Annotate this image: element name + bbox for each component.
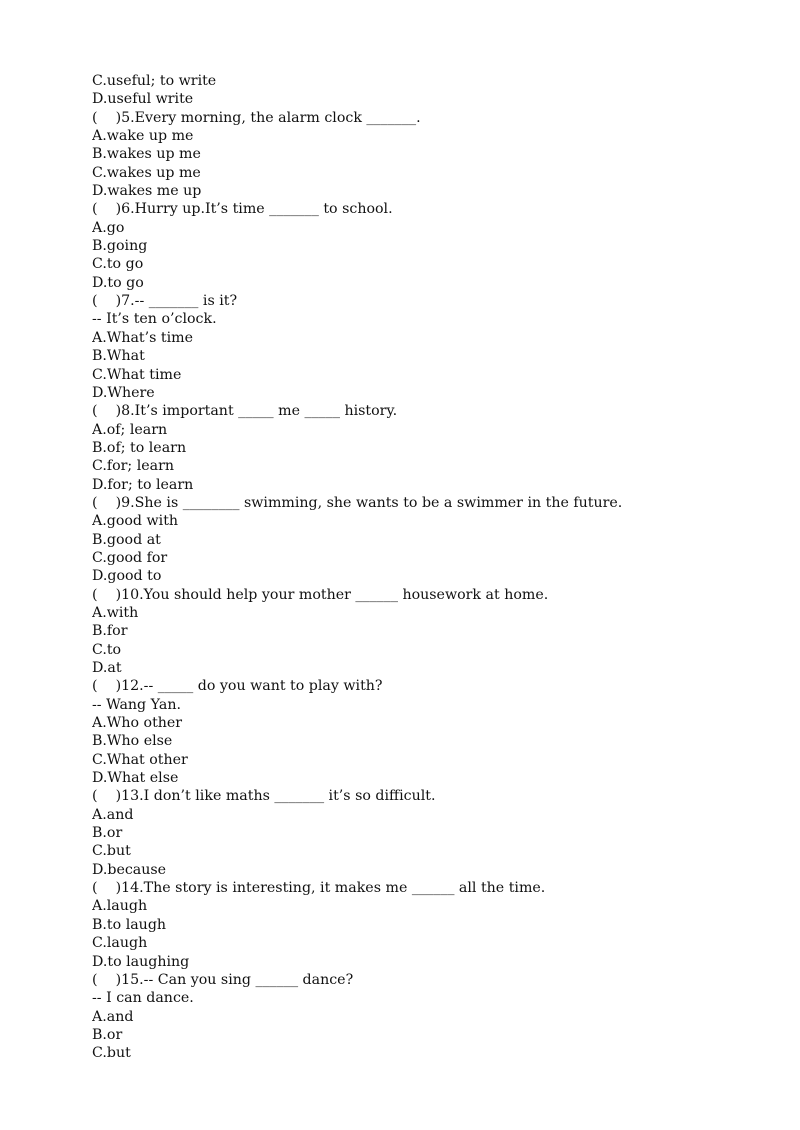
question-9: ( )9.She is ________ swimming, she wants to be a swimmer in the future. (92, 494, 623, 511)
option-line: C.to (92, 641, 122, 658)
option-line: B.What (92, 348, 145, 365)
option-line: D.at (92, 660, 122, 676)
question-15: ( )15.-- Can you sing ______ dance? (92, 971, 354, 988)
option-line: B.of; to learn (92, 439, 187, 456)
option-line: C.for; learn (92, 458, 175, 475)
option-line: C.What other (92, 751, 188, 768)
question-13: ( )13.I don’t like maths _______ it’s so difficult. (92, 788, 436, 805)
question-14: ( )14.The story is interesting, it makes me ______ all the time. (92, 880, 546, 897)
option-line: A.and (92, 1008, 134, 1025)
option-line: B.for (92, 623, 128, 640)
text-line: D.useful write (92, 91, 194, 108)
option-line: A.wake up me (92, 128, 194, 145)
option-line: A.laugh (92, 898, 148, 915)
option-line: D.wakes me up (92, 183, 202, 200)
document-page (92, 72, 772, 1063)
option-line: B.going (92, 238, 148, 255)
question-8: ( )8.It’s important _____ me _____ history. (92, 403, 398, 420)
option-line: B.wakes up me (92, 146, 201, 163)
option-line: D.to laughing (92, 953, 190, 970)
option-line: A.with (92, 604, 139, 621)
option-line: A.What’s time (92, 329, 194, 346)
option-line: C.wakes up me (92, 164, 201, 181)
option-line: A.and (92, 806, 134, 823)
option-line: B.good at (92, 531, 161, 548)
option-line: C.but (92, 1045, 131, 1062)
option-line: D.because (92, 861, 167, 878)
option-line: D.What else (92, 770, 179, 787)
question-12: ( )12.-- _____ do you want to play with? (92, 678, 383, 695)
option-line: B.Who else (92, 733, 173, 750)
option-line: C.to go (92, 256, 144, 273)
option-line: A.of; learn (92, 421, 168, 438)
question-6: ( )6.Hurry up.It’s time _______ to school. (92, 201, 393, 218)
question-5: ( )5.Every morning, the alarm clock _______. (92, 109, 421, 126)
dialogue-line: -- It’s ten o’clock. (92, 311, 217, 328)
dialogue-line: -- Wang Yan. (92, 696, 182, 713)
option-line: C.laugh (92, 935, 148, 952)
option-line: D.good to (92, 568, 162, 585)
option-line: A.good with (92, 513, 179, 530)
option-line: A.Who other (92, 715, 183, 732)
option-line: B.or (92, 825, 123, 842)
option-line: D.to go (92, 274, 144, 291)
option-line: D.Where (92, 384, 155, 401)
question-10: ( )10.You should help your mother ______ housework at home. (92, 586, 549, 603)
text-line: C.useful; to write (92, 73, 217, 89)
option-line: C.What time (92, 366, 182, 383)
option-line: B.or (92, 1026, 123, 1043)
dialogue-line: -- I can dance. (92, 990, 194, 1007)
option-line: D.for; to learn (92, 476, 194, 493)
option-line: C.but (92, 843, 131, 860)
option-line: B.to laugh (92, 916, 167, 933)
option-line: C.good for (92, 549, 168, 566)
question-7: ( )7.-- _______ is it? (92, 293, 238, 310)
option-line: A.go (92, 219, 125, 236)
